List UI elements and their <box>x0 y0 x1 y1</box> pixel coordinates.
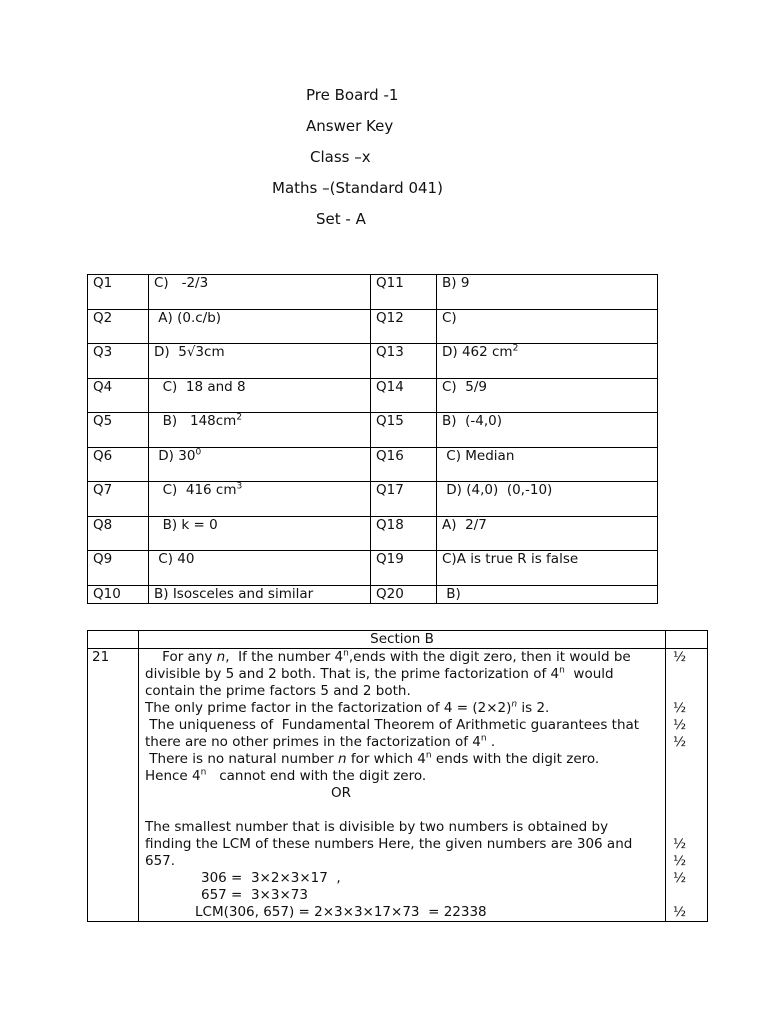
answer-fragment: contain the prime factors 5 and 2 both. <box>145 683 411 699</box>
question-id <box>371 585 437 603</box>
answer <box>149 551 371 586</box>
answer-text: B) 9 <box>442 275 470 291</box>
answer-fragment: ends with the digit zero. <box>431 751 600 767</box>
answer-fragment: would <box>564 666 614 682</box>
question-id-text: Q7 <box>93 482 113 498</box>
mark-value: ½ <box>673 649 687 665</box>
answer <box>149 309 371 344</box>
answer-line <box>145 666 661 683</box>
answer-fragment: n <box>480 733 487 744</box>
exam-title: Pre Board -1 <box>306 86 399 104</box>
table-row <box>88 447 658 482</box>
question-id <box>371 275 437 310</box>
answer-line <box>145 870 661 887</box>
answer-text: C) Median <box>442 447 515 464</box>
table-row <box>88 413 658 448</box>
answer-fragment: 657 = 3×3×73 <box>201 887 308 903</box>
answer-line <box>145 700 661 717</box>
answer-line <box>145 768 661 785</box>
answer <box>149 516 371 551</box>
question-id-text: Q16 <box>376 447 404 464</box>
question-id-text: Q20 <box>376 585 404 602</box>
mark-value: ½ <box>673 700 687 716</box>
mark-value: ½ <box>673 836 687 852</box>
answer-line <box>145 649 661 666</box>
answer-fragment: n <box>425 750 432 761</box>
question-id-text: Q10 <box>93 585 121 602</box>
answer-text: A) (0.c/b) <box>154 309 222 326</box>
subject-label: Maths –(Standard 041) <box>272 179 443 197</box>
question-id <box>88 309 149 344</box>
question-id-text: Q6 <box>93 447 113 464</box>
answer-fragment: n <box>200 767 207 778</box>
question-id-text: Q8 <box>93 516 113 533</box>
question-id-text: Q13 <box>376 344 404 360</box>
class-label: Class –x <box>310 148 371 166</box>
question-id <box>88 344 149 379</box>
answer-line <box>145 785 661 802</box>
question-id-text: Q1 <box>93 275 113 291</box>
answer <box>149 378 371 413</box>
answer-text: D) 462 cm <box>442 344 513 360</box>
answer <box>437 482 658 517</box>
answer <box>437 344 658 379</box>
answer <box>437 585 658 603</box>
answer-text: C) 5/9 <box>442 378 488 395</box>
answer-text: D) (4,0) (0,-10) <box>442 482 553 498</box>
superscript: 2 <box>236 412 243 423</box>
answer-text: B) (-4,0) <box>442 413 502 429</box>
answer <box>437 551 658 586</box>
answer-text: C)A is true R is false <box>442 551 579 567</box>
answer-fragment: The uniqueness of Fundamental Theorem of Arithmetic guarantees that <box>145 717 640 733</box>
answer-fragment: For any <box>145 649 217 665</box>
marks-column <box>666 649 708 922</box>
question-id-text: Q14 <box>376 378 404 395</box>
answer <box>149 413 371 448</box>
answer <box>149 344 371 379</box>
table-row <box>88 309 658 344</box>
mark-value <box>673 768 707 785</box>
table-row <box>88 585 658 603</box>
answer-fragment: n <box>559 665 565 676</box>
table-row <box>88 275 658 310</box>
answer-text: C) 40 <box>154 551 195 567</box>
question-id-text: Q15 <box>376 413 404 429</box>
answer-fragment: Hence 4 <box>145 768 201 784</box>
answer-fragment: n <box>343 648 349 659</box>
answer-text: D) 30 <box>154 447 196 464</box>
answer <box>149 585 371 603</box>
answer-fragment: is 2. <box>517 700 550 716</box>
answer-text: B) k = 0 <box>154 516 218 533</box>
mark-value <box>673 666 707 683</box>
question-id <box>88 413 149 448</box>
mark-value <box>673 887 707 904</box>
answer <box>437 309 658 344</box>
answer-text: D) 5√3cm <box>154 344 225 360</box>
question-id-text: Q2 <box>93 309 113 326</box>
answer-text: B) 148cm <box>154 413 237 429</box>
question-id-text: Q9 <box>93 551 113 567</box>
question-id <box>371 309 437 344</box>
superscript: 2 <box>512 343 519 354</box>
answer-line <box>145 683 661 700</box>
question-id <box>371 482 437 517</box>
answer <box>437 275 658 310</box>
set-label: Set - A <box>316 210 366 228</box>
answer-fragment: . <box>486 734 496 750</box>
answer-text: C) -2/3 <box>154 275 209 291</box>
question-id-text: Q12 <box>376 309 404 326</box>
question-id-text: Q4 <box>93 378 113 395</box>
answer-fragment: divisible by 5 and 2 both. That is, the prime factorization of 4 <box>145 666 560 682</box>
answer-body <box>139 649 666 922</box>
answer-line <box>145 802 661 819</box>
answer-line <box>145 836 661 853</box>
section-b-table <box>87 630 708 922</box>
answer-text: A) 2/7 <box>442 516 487 533</box>
answer <box>149 447 371 482</box>
answer-text: C) 416 cm <box>154 482 237 498</box>
answer <box>149 275 371 310</box>
answer-line <box>145 717 661 734</box>
answer-key-title: Answer Key <box>306 117 394 135</box>
question-id-text: Q18 <box>376 516 404 533</box>
question-id <box>88 275 149 310</box>
answer-text: C) <box>442 309 457 326</box>
answer-text: B) Isosceles and similar <box>154 585 314 602</box>
mark-value <box>673 785 707 802</box>
answer-fragment: The only prime factor in the factorization of 4 = (2×2) <box>145 700 512 716</box>
answer-fragment: there are no other primes in the factorization of 4 <box>145 734 481 750</box>
answer-fragment: for which 4 <box>346 751 426 767</box>
question-id-text: Q5 <box>93 413 113 429</box>
answer-fragment: , If the number 4 <box>225 649 344 665</box>
question-id <box>88 585 149 603</box>
question-number: 21 <box>88 649 139 922</box>
question-id <box>371 447 437 482</box>
mark-value: ½ <box>673 717 687 733</box>
answer <box>149 482 371 517</box>
mark-value: ½ <box>673 853 687 869</box>
answer-text: B) <box>442 585 461 602</box>
answer-fragment: There is no natural number <box>145 751 338 767</box>
answer-fragment: cannot end with the digit zero. <box>206 768 427 784</box>
mark-value: ½ <box>673 734 687 750</box>
question-id <box>371 516 437 551</box>
answer-line <box>145 734 661 751</box>
answer-line <box>145 904 661 921</box>
answer-fragment: ,ends with the digit zero, then it would be <box>348 649 631 665</box>
mark-value <box>673 683 707 700</box>
mark-value <box>673 819 707 836</box>
answer-fragment: The smallest number that is divisible by two numbers is obtained by <box>145 819 609 835</box>
superscript: 3 <box>236 481 243 492</box>
answer-fragment: n <box>216 649 226 665</box>
answer <box>437 378 658 413</box>
answer-fragment: n <box>337 751 347 767</box>
question-id-text: Q19 <box>376 551 404 567</box>
answer-line <box>145 853 661 870</box>
table-row <box>88 482 658 517</box>
question-id-text: Q11 <box>376 275 404 291</box>
section-b-title: Section B <box>139 631 666 649</box>
mark-value <box>673 751 707 768</box>
mark-value: ½ <box>673 870 687 886</box>
mark-value <box>673 802 707 819</box>
answer-fragment: finding the LCM of these numbers Here, the given numbers are 306 and <box>145 836 633 852</box>
question-id <box>371 413 437 448</box>
question-id <box>371 344 437 379</box>
mark-value: ½ <box>673 904 687 920</box>
answer-fragment: 657. <box>145 853 176 869</box>
answer-fragment: OR <box>331 785 352 801</box>
table-row <box>88 344 658 379</box>
answer-fragment: LCM(306, 657) = 2×3×3×17×73 = 22338 <box>195 904 487 920</box>
answer-fragment: n <box>511 699 518 710</box>
answer-line <box>145 751 661 768</box>
table-row <box>88 551 658 586</box>
mcq-answer-table <box>87 274 658 604</box>
answer <box>437 413 658 448</box>
table-row <box>88 378 658 413</box>
question-id <box>88 516 149 551</box>
question-id <box>371 551 437 586</box>
question-id <box>88 482 149 517</box>
table-row <box>88 516 658 551</box>
question-id <box>88 551 149 586</box>
answer <box>437 447 658 482</box>
superscript: 0 <box>195 447 202 457</box>
answer-line <box>145 887 661 904</box>
answer-text: C) 18 and 8 <box>154 378 246 395</box>
question-id <box>371 378 437 413</box>
question-id-text: Q3 <box>93 344 113 360</box>
question-id <box>88 447 149 482</box>
question-id-text: Q17 <box>376 482 404 498</box>
answer <box>437 516 658 551</box>
question-id <box>88 378 149 413</box>
answer-fragment: 306 = 3×2×3×17 , <box>201 870 341 886</box>
answer-line <box>145 819 661 836</box>
